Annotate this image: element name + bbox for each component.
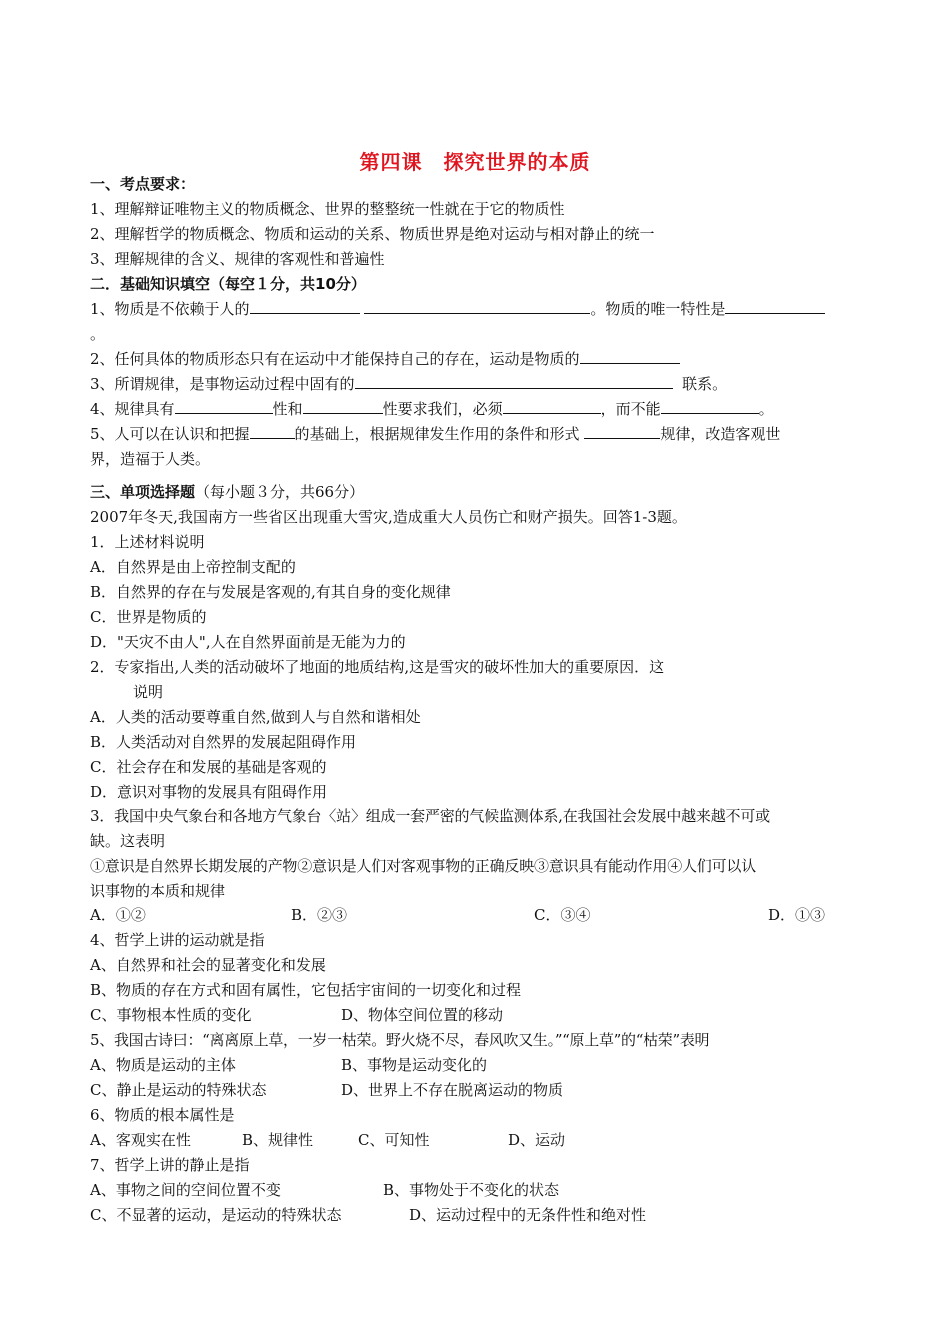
answer-blank[interactable] xyxy=(503,399,601,414)
choice-option[interactable]: B．人类活动对自然界的发展起阻碍作用 xyxy=(90,733,357,751)
answer-blank[interactable] xyxy=(584,424,660,439)
fill-question-1-end: 。 xyxy=(90,325,106,343)
choice-option[interactable]: B．自然界的存在与发展是客观的,有其自身的变化规律 xyxy=(90,583,451,601)
choice-option[interactable]: D．①③ xyxy=(768,906,826,924)
choice-option[interactable]: B、事物处于不变化的状态 xyxy=(383,1181,560,1199)
question-statements: ①意识是自然界长期发展的产物②意识是人们对客观事物的正确反映③意识具有能动作用④人们可以认 xyxy=(90,857,757,875)
fill-question-3: 3、所谓规律，是事物运动过程中固有的 联系。 xyxy=(90,375,728,393)
question-stem-cont: 缺。这表明 xyxy=(90,832,166,850)
answer-blank[interactable] xyxy=(725,299,825,314)
answer-blank[interactable] xyxy=(250,299,360,314)
choice-option[interactable]: C、不显著的运动，是运动的特殊状态 xyxy=(90,1206,342,1224)
choice-option[interactable]: D．"天灾不由人",人在自然界面前是无能为力的 xyxy=(90,633,406,651)
question-stem: 6、物质的根本属性是 xyxy=(90,1106,235,1124)
requirement-item: 1、理解辩证唯物主义的物质概念、世界的整整统一性就在于它的物质性 xyxy=(90,200,565,218)
page-title: 第四课 探究世界的本质 xyxy=(359,150,591,174)
choice-option[interactable]: C．社会存在和发展的基础是客观的 xyxy=(90,758,327,776)
choice-option[interactable]: A．①② xyxy=(90,906,146,924)
question-stem: 2．专家指出,人类的活动破坏了地面的地质结构,这是雪灾的破坏性加大的重要原因．这 xyxy=(90,658,665,676)
answer-blank[interactable] xyxy=(661,399,759,414)
choice-option[interactable]: D、世界上不存在脱离运动的物质 xyxy=(341,1081,564,1099)
choice-option[interactable]: C、事物根本性质的变化 xyxy=(90,1006,252,1024)
choice-option[interactable]: B、事物是运动变化的 xyxy=(341,1056,488,1074)
fill-question-5-cont: 界，造福于人类。 xyxy=(90,450,211,468)
choice-option[interactable]: D、运动 xyxy=(508,1131,566,1149)
choice-option[interactable]: D．意识对事物的发展具有阻碍作用 xyxy=(90,783,328,801)
answer-blank[interactable] xyxy=(303,399,383,414)
answer-blank[interactable] xyxy=(580,349,680,364)
choice-option[interactable]: B、规律性 xyxy=(242,1131,314,1149)
choice-option[interactable]: C．世界是物质的 xyxy=(90,608,207,626)
choice-option[interactable]: A、自然界和社会的显著变化和发展 xyxy=(90,956,326,974)
question-stem: 3．我国中央气象台和各地方气象台〈站〉组成一套严密的气候监测体系,在我国社会发展中越来越不可或 xyxy=(90,807,770,825)
answer-blank[interactable] xyxy=(250,424,295,439)
fill-question-1: 1、物质是不依赖于人的 。物质的唯一特性是 xyxy=(90,299,825,319)
choice-option[interactable]: A、物质是运动的主体 xyxy=(90,1056,236,1074)
material-intro: 2007年冬天,我国南方一些省区出现重大雪灾,造成重大人员伤亡和财产损失。回答1-3题。 xyxy=(90,508,687,526)
question-stem: 7、哲学上讲的静止是指 xyxy=(90,1156,250,1174)
choice-option[interactable]: A、客观实在性 xyxy=(90,1131,191,1149)
requirement-item: 3、理解规律的含义、规律的客观性和普遍性 xyxy=(90,250,385,268)
question-stem-cont: 说明 xyxy=(133,683,164,701)
fill-question-2: 2、任何具体的物质形态只有在运动中才能保持自己的存在，运动是物质的 xyxy=(90,349,680,369)
question-stem: 5、我国古诗曰：“离离原上草，一岁一枯荣。野火烧不尽，春风吹又生。”“原上草”的“枯荣”表明 xyxy=(90,1031,710,1049)
choice-option[interactable]: C、静止是运动的特殊状态 xyxy=(90,1081,267,1099)
fill-question-4: 4、规律具有 性和 性要求我们，必须 ，而不能 。 xyxy=(90,400,774,418)
question-stem: 1．上述材料说明 xyxy=(90,533,205,551)
answer-blank[interactable] xyxy=(364,299,590,314)
section-heading-choice: 三、单项选择题（每小题３分，共66分） xyxy=(90,483,365,501)
section-heading-requirements: 一、考点要求： xyxy=(90,175,196,193)
choice-option[interactable]: C．③④ xyxy=(534,906,591,924)
choice-option[interactable]: A、事物之间的空间位置不变 xyxy=(90,1181,281,1199)
choice-option[interactable]: D、运动过程中的无条件性和绝对性 xyxy=(409,1206,647,1224)
section-heading-fill-blank: 二．基础知识填空（每空１分，共10分） xyxy=(90,275,366,293)
answer-blank[interactable] xyxy=(175,399,273,414)
choice-option[interactable]: B、物质的存在方式和固有属性，它包括宇宙间的一切变化和过程 xyxy=(90,981,522,999)
fill-question-5: 5、人可以在认识和把握 的基础上，根据规律发生作用的条件和形式 规律，改造客观世 xyxy=(90,425,781,443)
choice-option[interactable]: C、可知性 xyxy=(358,1131,430,1149)
requirement-item: 2、理解哲学的物质概念、物质和运动的关系、物质世界是绝对运动与相对静止的统一 xyxy=(90,225,655,243)
choice-option[interactable]: D、物体空间位置的移动 xyxy=(341,1006,504,1024)
choice-option[interactable]: A．自然界是由上帝控制支配的 xyxy=(90,558,296,576)
question-statements-cont: 识事物的本质和规律 xyxy=(90,882,226,900)
answer-blank[interactable] xyxy=(355,374,673,389)
choice-option[interactable]: B．②③ xyxy=(291,906,348,924)
question-stem: 4、哲学上讲的运动就是指 xyxy=(90,931,265,949)
choice-option[interactable]: A．人类的活动要尊重自然,做到人与自然和谐相处 xyxy=(90,708,421,726)
